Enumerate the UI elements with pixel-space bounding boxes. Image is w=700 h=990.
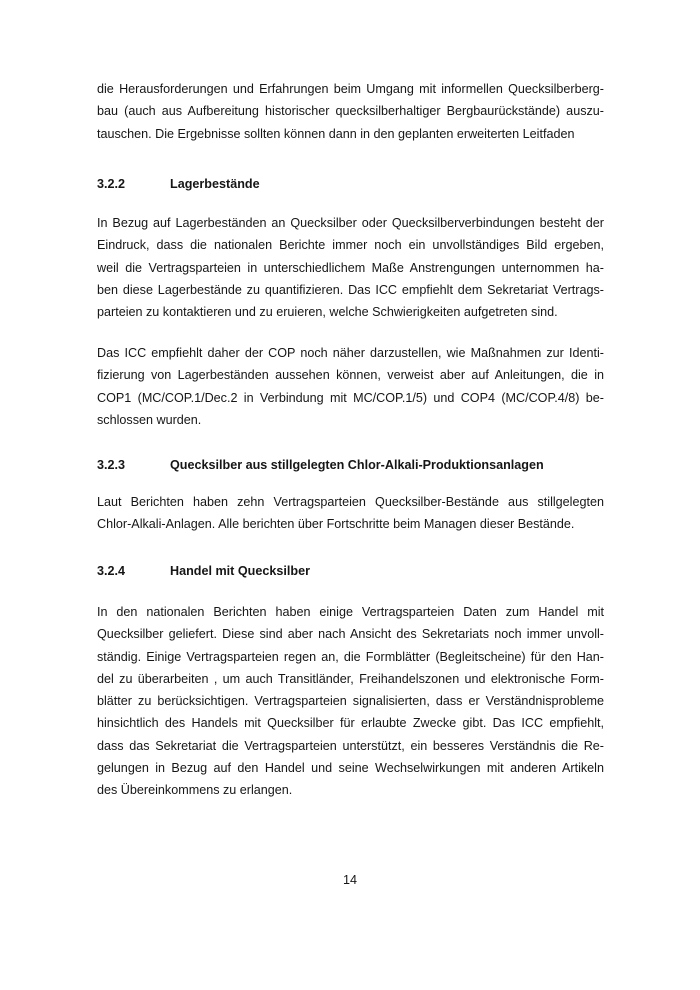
paragraph-chlor-alkali [97, 491, 604, 536]
section-heading-3-2-3 [97, 454, 604, 476]
text-line: schlossen wurden. [97, 412, 202, 427]
text-line: Laut Berichten haben zehn Vertragsparteien Quecksilber-Bestände aus stillgelegten [97, 495, 604, 509]
text-line: In Bezug auf Lagerbeständen an Quecksilber oder Quecksilberverbindungen besteht der [97, 216, 604, 230]
text-line: des Übereinkommens zu erlangen. [97, 783, 293, 798]
text-line: In den nationalen Berichten haben einige Vertragsparteien Daten zum Handel mit [97, 605, 604, 619]
section-title: Quecksilber aus stillgelegten Chlor-Alkali-Produktionsanlagen [170, 458, 544, 472]
text-line: hinsichtlich des Handels mit Quecksilber für erlaubte Zwecke gibt. Das ICC empfiehlt, [97, 716, 604, 731]
text-line: ben diese Lagerbestände zu quantifizieren. Das ICC empfiehlt dem Sekretariat Vertrags- [97, 282, 604, 297]
paragraph-stockpiles-2 [97, 342, 604, 431]
page-number: 14 [342, 873, 357, 887]
section-title: Lagerbestände [170, 177, 260, 191]
text-line: Das ICC empfiehlt daher der COP noch näher darzustellen, wie Maßnahmen zur Identi- [97, 346, 604, 360]
text-line: fizierung von Lagerbeständen aussehen können, verweist aber auf Anleitungen, die in [97, 368, 604, 383]
text-line: Eindruck, dass die nationalen Berichte immer noch ein unvollständiges Bild ergeben, [97, 238, 604, 253]
paragraph-intro-continuation [97, 78, 604, 145]
text-line: tauschen. Die Ergebnisse sollten können dann in den geplanten erweiterten Leitfaden [97, 126, 575, 141]
section-heading-3-2-2 [97, 173, 604, 195]
text-line: COP1 (MC/COP.1/Dec.2 in Verbindung mit MC/COP.1/5) und COP4 (MC/COP.4/8) be- [97, 390, 604, 405]
text-line: blätter zu berücksichtigen. Vertragsparteien signalisierten, dass er Verständnisprobleme [97, 694, 604, 709]
section-heading-3-2-4 [97, 560, 604, 582]
paragraph-stockpiles-1 [97, 212, 604, 323]
text-line: parteien zu kontaktieren und zu eruieren, welche Schwierigkeiten aufgetreten sind. [97, 305, 558, 320]
text-line: dass das Sekretariat die Vertragsparteien unterstützt, ein besseres Verständnis die Re- [97, 738, 604, 753]
text-line: bau (auch aus Aufbereitung historischer quecksilberhaltiger Bergbaurückstände) auszu- [97, 104, 604, 119]
text-line: weil die Vertragsparteien in unterschiedlichem Maße Anstrengungen unternommen ha- [97, 260, 604, 275]
text-line: Quecksilber geliefert. Diese sind aber nach Ansicht des Sekretariats noch immer unvoll- [97, 627, 604, 642]
text-line: ständig. Einige Vertragsparteien regen an, die Formblätter (Begleitscheine) für den Han- [97, 649, 604, 664]
paragraph-trade [97, 601, 604, 802]
section-number: 3.2.4 [97, 564, 126, 578]
section-number: 3.2.2 [97, 177, 126, 191]
text-line: die Herausforderungen und Erfahrungen beim Umgang mit informellen Quecksilberberg- [97, 82, 604, 96]
text-line: del zu überarbeiten , um auch Transitländer, Freihandelszonen und elektronische Form- [97, 671, 604, 686]
text-line: gelungen in Bezug auf den Handel und seine Wechselwirkungen mit anderen Artikeln [97, 761, 604, 776]
section-number: 3.2.3 [97, 458, 126, 472]
section-title: Handel mit Quecksilber [170, 564, 310, 578]
text-line: Chlor-Alkali-Anlagen. Alle berichten über Fortschritte beim Managen dieser Bestände. [97, 517, 575, 532]
